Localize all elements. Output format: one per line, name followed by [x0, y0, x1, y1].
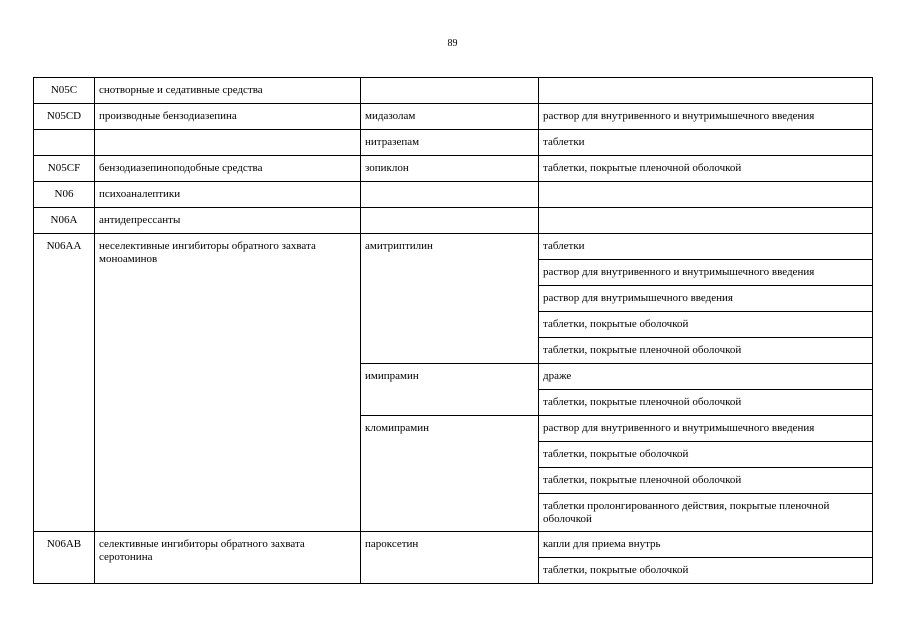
drug-name: пароксетин — [361, 532, 539, 584]
drug-name — [361, 208, 539, 234]
group-name: бензодиазепиноподобные средства — [95, 156, 361, 182]
table-row — [34, 156, 873, 182]
dosage-form: таблетки — [539, 130, 873, 156]
table-row — [34, 234, 873, 260]
dosage-form: таблетки, покрытые оболочкой — [539, 312, 873, 338]
dosage-form: таблетки — [539, 234, 873, 260]
dosage-form: раствор для внутримышечного введения — [539, 286, 873, 312]
dosage-form: раствор для внутривенного и внутримышечного введения — [539, 260, 873, 286]
dosage-form: драже — [539, 364, 873, 390]
table-row — [34, 130, 873, 156]
drug-name: мидазолам — [361, 104, 539, 130]
drug-name: кломипрамин — [361, 416, 539, 532]
table-row — [34, 532, 873, 558]
atc-code: N06A — [34, 208, 95, 234]
atc-code: N06AB — [34, 532, 95, 584]
drug-name — [361, 182, 539, 208]
drug-name — [361, 78, 539, 104]
group-name — [95, 130, 361, 156]
table-row — [34, 78, 873, 104]
dosage-form: капли для приема внутрь — [539, 532, 873, 558]
dosage-form: таблетки пролонгированного действия, покрытые пленочной оболочкой — [539, 494, 873, 532]
atc-code: N05CF — [34, 156, 95, 182]
table-row — [34, 182, 873, 208]
dosage-form: таблетки, покрытые пленочной оболочкой — [539, 468, 873, 494]
group-name: антидепрессанты — [95, 208, 361, 234]
table-row — [34, 208, 873, 234]
group-name: снотворные и седативные средства — [95, 78, 361, 104]
dosage-form — [539, 78, 873, 104]
dosage-form: таблетки, покрытые пленочной оболочкой — [539, 390, 873, 416]
dosage-form: раствор для внутривенного и внутримышечного введения — [539, 104, 873, 130]
drug-table — [33, 77, 873, 584]
dosage-form: таблетки, покрытые пленочной оболочкой — [539, 156, 873, 182]
group-name: неселективные ингибиторы обратного захвата моноаминов — [95, 234, 361, 532]
dosage-form — [539, 208, 873, 234]
dosage-form: раствор для внутривенного и внутримышечного введения — [539, 416, 873, 442]
atc-code: N05C — [34, 78, 95, 104]
table-row — [34, 104, 873, 130]
group-name: производные бензодиазепина — [95, 104, 361, 130]
drug-name: амитриптилин — [361, 234, 539, 364]
atc-code: N06 — [34, 182, 95, 208]
atc-code: N05CD — [34, 104, 95, 130]
drug-name: зопиклон — [361, 156, 539, 182]
drug-name: нитразепам — [361, 130, 539, 156]
group-name: психоаналептики — [95, 182, 361, 208]
dosage-form: таблетки, покрытые пленочной оболочкой — [539, 338, 873, 364]
dosage-form — [539, 182, 873, 208]
atc-code: N06AA — [34, 234, 95, 532]
atc-code — [34, 130, 95, 156]
drug-name: имипрамин — [361, 364, 539, 416]
dosage-form: таблетки, покрытые оболочкой — [539, 442, 873, 468]
page-number: 89 — [447, 38, 458, 49]
group-name: селективные ингибиторы обратного захвата серотонина — [95, 532, 361, 584]
dosage-form: таблетки, покрытые оболочкой — [539, 558, 873, 584]
